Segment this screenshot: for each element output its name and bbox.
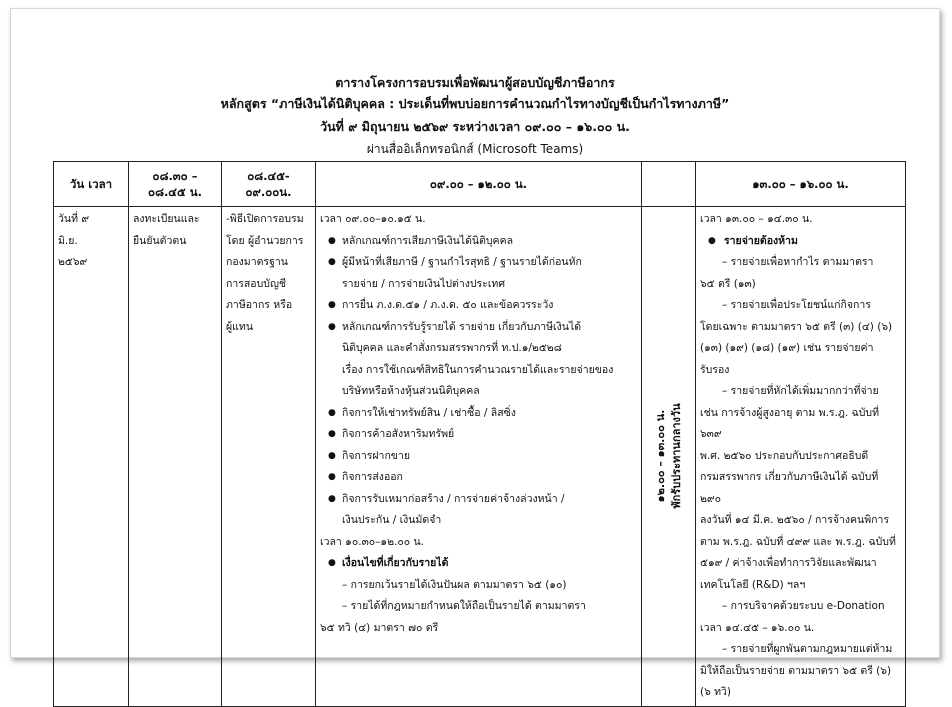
morning-topic: [320, 446, 637, 468]
topic-line: ● หลักเกณฑ์การรับรู้รายได้ รายจ่าย เกี่ยวกับภาษีเงินได้: [342, 320, 582, 333]
morning-session2-heading: [320, 553, 637, 575]
schedule-row: [54, 207, 906, 707]
morning-topic: [320, 252, 637, 295]
topic-line: ● กิจการค้าอสังหาริมทรัพย์: [342, 428, 455, 440]
afternoon-line: – รายจ่ายเพื่อประโยชน์แก่กิจการ: [722, 299, 871, 311]
morning-session2-line: – การยกเว้นรายได้เงินปันผล ตามมาตรา ๖๕ (๑๐): [342, 578, 567, 591]
registration-cell: [129, 207, 222, 707]
morning-topic: [320, 424, 637, 446]
topic-line: ● หลักเกณฑ์การเสียภาษีเงินได้นิติบุคคล: [342, 234, 514, 247]
morning-session2-line: – รายได้ที่กฎหมายกำหนดให้ถือเป็นรายได้ ตามมาตรา: [342, 600, 586, 612]
opening-line: กองมาตรฐาน: [226, 256, 288, 268]
registration-line: ยืนยันตัวตน: [133, 234, 187, 247]
header-day-time: วัน เวลา: [54, 162, 129, 207]
topic-line: บริษัทหรือห้างหุ้นส่วนนิติบุคคล: [342, 385, 480, 397]
course-date: วันที่ ๙ มิถุนายน ๒๕๖๙ ระหว่างเวลา ๐๙.๐๐ – ๑๖.๐๐ น.: [320, 119, 630, 134]
topic-line: ● ผู้มีหน้าที่เสียภาษี / ฐานกำไรสุทธิ / ฐานรายได้ก่อนหัก: [342, 256, 582, 268]
afternoon-line: ๕๑๙ / ค่าจ้างเพื่อทำการวิจัยและพัฒนา: [700, 557, 877, 569]
topic-line: ● รายจ่ายต้องห้าม: [724, 234, 798, 247]
afternoon-line: – รายจ่ายที่ผูกพันตามกฎหมายแต่ห้าม: [722, 643, 893, 655]
afternoon-line: เช่น การจ้างผู้สูงอายุ ตาม พ.ร.ฎ. ฉบับที่ ๖๓๙: [700, 406, 880, 440]
document-title: ตารางโครงการอบรมเพื่อพัฒนาผู้สอบบัญชีภาษีอากร: [335, 75, 615, 90]
date-line: วันที่ ๙: [58, 213, 90, 225]
afternoon-line: ตาม พ.ร.ฎ. ฉบับที่ ๔๙๙ และ พ.ร.ฎ. ฉบับที่: [700, 535, 896, 548]
topic-line: เงินประกัน / เงินมัดจำ: [342, 514, 442, 526]
afternoon-line: (๑๓) (๑๙) (๑๘) (๑๙) เช่น รายจ่ายค่ารับรอง: [700, 342, 874, 376]
morning-topic: [320, 317, 637, 403]
topic-line: ● เงื่อนไขที่เกี่ยวกับรายได้: [342, 557, 449, 569]
afternoon-cell: [696, 207, 906, 707]
header-lunch-spacer: [642, 162, 696, 207]
morning-session2-line: ๖๕ ทวิ (๔) มาตรา ๗๐ ตรี: [320, 621, 439, 634]
document-page: [10, 8, 940, 698]
topic-line: เรื่อง การใช้เกณฑ์สิทธิในการคำนวณรายได้และรายจ่ายของ: [342, 363, 614, 376]
lunch-text: พักรับประทานกลางวัน: [669, 403, 683, 509]
afternoon-line: – รายจ่ายที่หักได้เพิ่มมากกว่าที่จ่าย: [722, 385, 879, 397]
date-line: มิ.ย.: [58, 234, 78, 247]
morning-session2-time: เวลา ๑๐.๓๐–๑๒.๐๐ น.: [320, 535, 424, 548]
topic-line: ● กิจการรับเหมาก่อสร้าง / การจ่ายค่าจ้างล่วงหน้า /: [342, 492, 565, 505]
header-opening-time-line2: ๐๙.๐๐น.: [245, 185, 292, 199]
afternoon-line: – การบริจาคด้วยระบบ e-Donation: [722, 600, 885, 612]
topic-line: ● กิจการฝากขาย: [342, 449, 411, 462]
lunch-time: ๑๒.๐๐ – ๑๓.๐๐ น.: [653, 409, 667, 503]
afternoon-session1-heading: [700, 231, 901, 253]
afternoon-line: – รายจ่ายเพื่อหากำไร ตามมาตรา: [722, 256, 874, 268]
course-title: หลักสูตร “ภาษีเงินได้นิติบุคคล : ประเด็นที่พบบ่อยการคำนวณกำไรทางบัญชีเป็นกำไรทางภาษี”: [220, 96, 730, 111]
morning-topic: [320, 467, 637, 489]
date-line: ๒๕๖๙: [58, 256, 88, 268]
afternoon-line: กรมสรรพากร เกี่ยวกับภาษีเงินได้ ฉบับที่ ๒๙๐: [700, 471, 879, 505]
afternoon-session1-time: เวลา ๑๓.๐๐ – ๑๔.๓๐ น.: [700, 213, 813, 225]
schedule-table: [53, 161, 906, 707]
afternoon-line: โดยเฉพาะ ตามมาตรา ๖๕ ตรี (๓) (๔) (๖): [700, 320, 893, 333]
opening-line: ภาษีอากร หรือ: [226, 299, 293, 311]
topic-line: รายจ่าย / การจ่ายเงินไปต่างประเทศ: [342, 277, 505, 290]
morning-session1-time: เวลา ๐๙.๐๐–๑๐.๑๕ น.: [320, 213, 426, 225]
morning-topic: [320, 231, 637, 253]
header-registration-time: [129, 162, 222, 207]
opening-line: ผู้แทน: [226, 320, 254, 333]
opening-line: -พิธีเปิดการอบรม: [226, 213, 304, 225]
morning-topic: [320, 489, 637, 532]
afternoon-line: เทคโนโลยี (R&D) ฯลฯ: [700, 578, 806, 591]
opening-line: โดย ผู้อำนวยการ: [226, 234, 304, 247]
afternoon-session2-time: เวลา ๑๔.๔๕ – ๑๖.๐๐ น.: [700, 621, 815, 634]
lunch-wrapper: [642, 207, 695, 706]
afternoon-line: มิให้ถือเป็นรายจ่าย ตามมาตรา ๖๕ ตรี (๖)(๖ ทวิ): [700, 664, 892, 698]
opening-cell: [222, 207, 316, 707]
registration-line: ลงทะเบียนและ: [133, 213, 200, 225]
header-registration-time-line1: ๐๘.๓๐ –: [152, 169, 198, 183]
topic-line: ● กิจการส่งออก: [342, 471, 403, 483]
topic-line: ● การยื่น ภ.ง.ด.๕๑ / ภ.ง.ด. ๕๐ และข้อควรระวัง: [342, 299, 554, 311]
morning-cell: [316, 207, 642, 707]
morning-topic: [320, 403, 637, 425]
topic-line: นิติบุคคล และคำสั่งกรมสรรพากรที่ ท.ป.๑/๒๕๒๘: [342, 342, 562, 354]
afternoon-line: ๖๕ ตรี (๑๓): [700, 277, 756, 290]
header-morning-time: ๐๙.๐๐ – ๑๒.๐๐ น.: [316, 162, 642, 207]
course-medium: ผ่านสื่ออิเล็กทรอนิกส์ (Microsoft Teams): [366, 142, 584, 156]
topic-line: ● กิจการให้เช่าทรัพย์สิน / เช่าซื้อ / ลิสซิ่ง: [342, 406, 516, 419]
opening-line: การสอบบัญชี: [226, 277, 287, 290]
morning-topic: [320, 295, 637, 317]
afternoon-line: พ.ศ. ๒๕๖๐ ประกอบกับประกาศอธิบดี: [700, 449, 869, 462]
header-opening-time-line1: ๐๘.๔๕-: [247, 169, 290, 183]
header-opening-time: [222, 162, 316, 207]
date-cell: [54, 207, 129, 707]
lunch-cell: [642, 207, 696, 707]
header-registration-time-line2: ๐๘.๔๕ น.: [148, 185, 202, 199]
afternoon-line: ลงวันที่ ๑๔ มี.ค. ๒๕๖๐ / การจ้างคนพิการ: [700, 514, 890, 526]
header-afternoon-time: ๑๓.๐๐ – ๑๖.๐๐ น.: [696, 162, 906, 207]
header-row: [54, 162, 906, 207]
lunch-label: [653, 404, 685, 509]
